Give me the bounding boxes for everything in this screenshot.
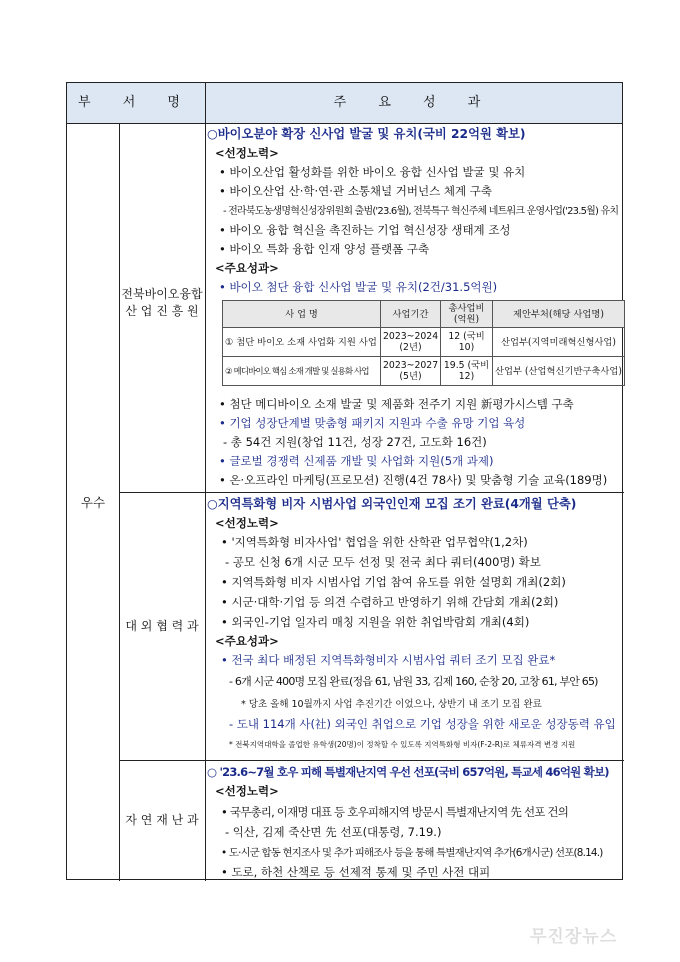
effort-item: • 외국인-기업 일자리 매칭 지원을 위한 취업박람회 개최(4회): [221, 615, 530, 629]
table-cell: ① 첨단 바이오 소재 사업화 지원 사업: [223, 328, 381, 357]
dept-disaster: 자 연 재 난 과: [125, 813, 199, 827]
divider: [205, 83, 206, 881]
effort-item: • 지역특화형 비자 시범사업 기업 참여 유도를 위한 설명회 개최(2회): [221, 575, 566, 589]
result-item: - 총 54건 지원(창업 11건, 성장 27건, 고도화 16건): [223, 435, 487, 449]
section-bio: [207, 125, 622, 491]
result-item: • 바이오 첨단 융합 신사업 발굴 및 유치(2건/31.5억원): [219, 280, 498, 294]
result-heading: <주요성과>: [215, 261, 279, 275]
table-cell: 19.5 (국비 12): [441, 357, 493, 386]
table-row: [223, 328, 625, 357]
section-title: ○바이오분야 확장 신사업 발굴 및 유치(국비 22억원 확보): [207, 127, 526, 141]
result-heading: <주요성과>: [215, 634, 279, 648]
header-dept: 부 서 명: [78, 95, 194, 110]
grade-label: 우수: [80, 495, 106, 510]
effort-heading: <선정노력>: [215, 146, 279, 160]
project-table: [222, 300, 625, 386]
header-achievement: 주 요 성 과: [333, 95, 495, 110]
project-table-header: [223, 301, 625, 328]
col-header: 총사업비 (억원): [441, 301, 493, 328]
effort-item: • 바이오산업 산·학·연·관 소통채널 거버넌스 체계 구축: [219, 184, 492, 198]
table-header: [67, 83, 622, 124]
effort-item: • 바이오 융합 혁신을 촉진하는 기업 혁신성장 생태계 조성: [219, 223, 511, 237]
table-cell: 2023~2027 (5년): [381, 357, 441, 386]
section-title: ○지역특화형 비자 시범사업 외국인인재 모집 조기 완료(4개월 단축): [207, 497, 577, 511]
effort-item: - 익산, 김제 죽산면 先 선포(대통령, 7.19.): [225, 825, 442, 839]
effort-heading: <선정노력>: [215, 516, 279, 530]
dept-external: 대 외 협 력 과: [125, 619, 199, 633]
dept-bio: 전북바이오융합 산 업 진 흥 원: [121, 287, 203, 318]
table-cell: 산업부 (산업혁신기반구축사업): [493, 357, 625, 386]
col-header: 사 업 명: [223, 301, 381, 328]
section-title: ○ '23.6~7월 호우 피해 특별재난지역 우선 선포(국비 657억원, 특교세 46억원 확보): [207, 765, 609, 779]
effort-item: • 바이오산업 활성화를 위한 바이오 융합 신사업 발굴 및 유치: [219, 165, 526, 179]
effort-item: • 도·시군 합동 현지조사 및 추가 피해조사 등을 통해 특별재난지역 추가(6개시군) 선포(8.14.): [221, 847, 603, 859]
table-cell: ② 메디바이오 핵심 소재 개발 및 실용화 사업: [223, 357, 381, 386]
col-header: 제안부처(해당 사업명): [493, 301, 625, 328]
result-item: • 글로벌 경쟁력 신제품 개발 및 사업화 지원(5개 과제): [219, 454, 494, 468]
effort-item: • '지역특화형 비자사업' 협업을 위한 산학관 업무협약(1,2차): [221, 535, 528, 549]
footnote: * 당초 올해 10월까지 사업 추진기간 이었으나, 상반기 내 조기 모집 완료: [241, 699, 542, 710]
effort-item: - 전라북도농생명혁신성장위원회 출범('23.6월), 전북특구 혁신주체 네트워크 운영사업('23.5월) 유치: [223, 206, 619, 217]
effort-item: • 시군·대학·기업 등 의견 수렴하고 반영하기 위해 간담회 개최(2회): [221, 595, 559, 609]
effort-item: - 공모 신청 6개 시군 모두 선정 및 전국 최다 쿼터(400명) 확보: [225, 555, 541, 569]
footnote: * 전북지역대학을 졸업한 유학생(20명)이 정착할 수 있도록 지역특화형 비자(F-2-R)로 체류자격 변경 지원: [229, 740, 576, 749]
effort-item: • 도로, 하천 산책로 등 선제적 통제 및 주민 사전 대피: [221, 865, 491, 879]
effort-item: • 바이오 특화 융합 인재 양성 플랫폼 구축: [219, 242, 430, 256]
achievement-table: [66, 82, 623, 880]
result-item: • 온·오프라인 마케팅(프로모션) 진행(4건 78사) 및 맞춤형 기술 교육(189명): [219, 473, 608, 487]
effort-heading: <선정노력>: [215, 784, 279, 798]
col-header: 사업기간: [381, 301, 441, 328]
result-item: - 6개 시군 400명 모집 완료(정읍 61, 남원 33, 김제 160, 순창 20, 고창 61, 부안 65): [229, 675, 598, 688]
table-row: [223, 357, 625, 386]
watermark-logo: 무진장뉴스: [530, 927, 618, 947]
result-item: • 기업 성장단계별 맞춤형 패키지 지원과 수출 유망 기업 육성: [219, 416, 526, 430]
table-cell: 12 (국비 10): [441, 328, 493, 357]
section-external: [207, 495, 622, 758]
table-cell: 산업부(지역미래혁신형사업): [493, 328, 625, 357]
section-disaster: [207, 763, 622, 879]
result-item: - 도내 114개 사(社) 외국인 취업으로 기업 성장을 위한 새로운 성장동력 유입: [229, 717, 616, 731]
result-item: • 첨단 메디바이오 소재 발굴 및 제품화 전주기 지원 新평가시스템 구축: [219, 397, 574, 411]
table-cell: 2023~2024 (2년): [381, 328, 441, 357]
effort-item: • 국무총리, 이재명 대표 등 호우피해지역 방문시 특별재난지역 先 선포 건의: [221, 805, 569, 819]
result-item: • 전국 최다 배정된 지역특화형비자 시범사업 쿼터 조기 모집 완료*: [221, 653, 556, 667]
